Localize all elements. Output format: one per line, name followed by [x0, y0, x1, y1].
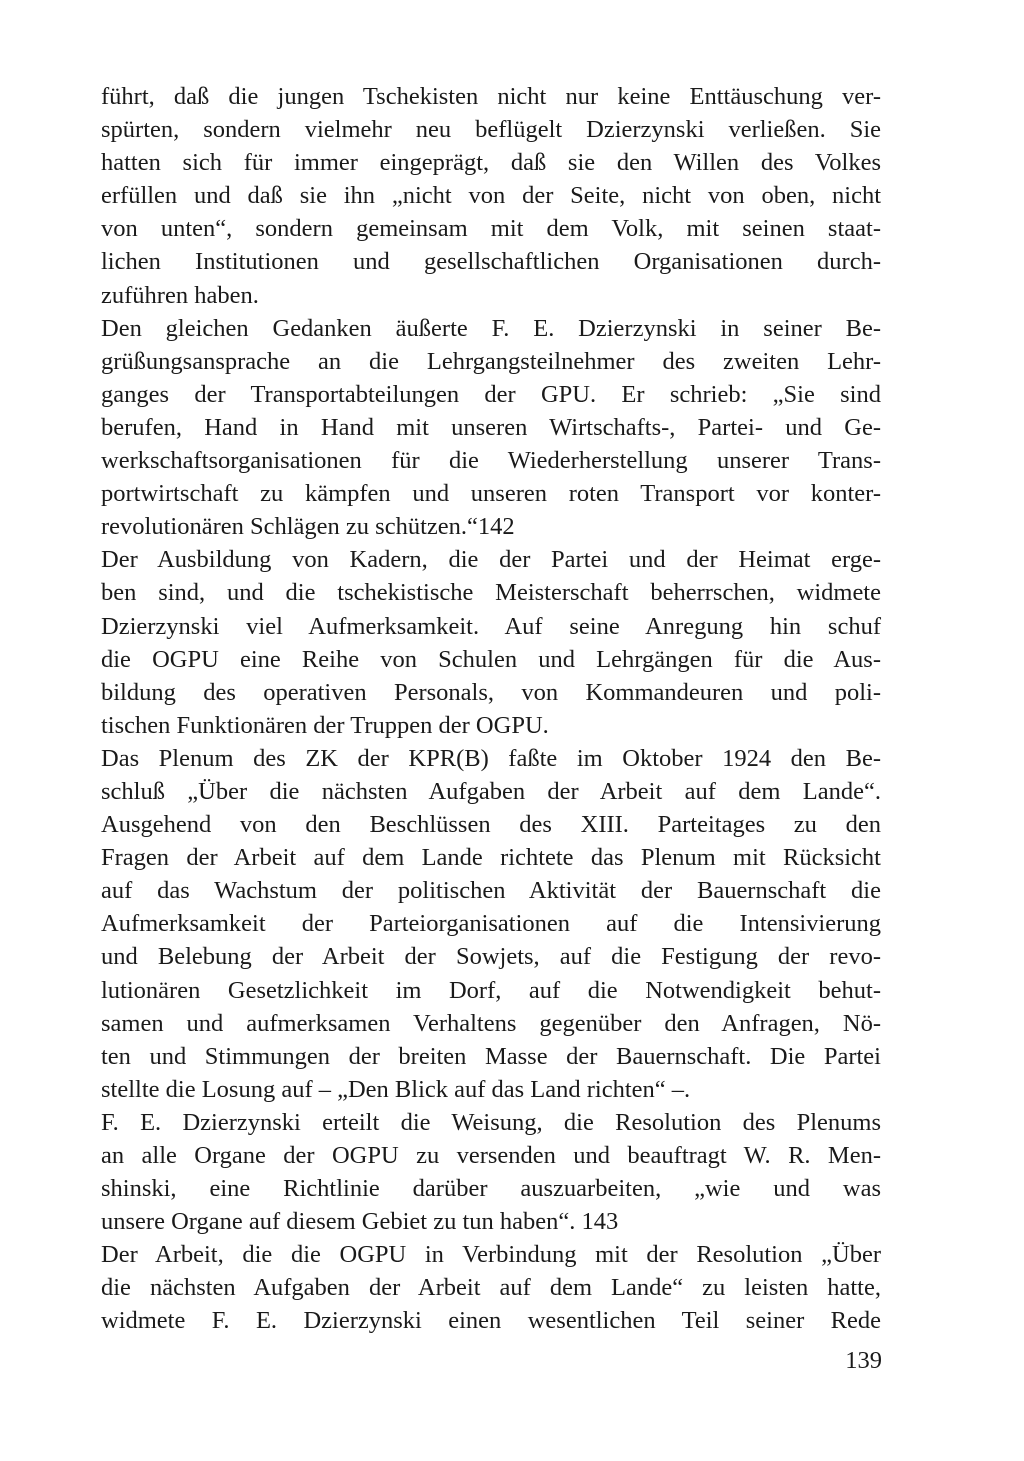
- text-line: F. E. Dzierzynski erteilt die Weisung, die Resolution des Plenums: [101, 1108, 881, 1136]
- text-line: Der Arbeit, die die OGPU in Verbindung mit der Resolution „Über: [101, 1241, 881, 1269]
- text-line: ganges der Transportabteilungen der GPU. Er schrieb: „Sie sind: [101, 380, 881, 408]
- text-line: führt, daß die jungen Tschekisten nicht nur keine Enttäuschung ver-: [101, 83, 881, 110]
- text-line: von unten“, sondern gemeinsam mit dem Volk, mit seinen staat-: [101, 215, 881, 243]
- page-number: 139: [845, 1347, 882, 1374]
- text-line: Das Plenum des ZK der KPR(B) faßte im Oktober 1924 den Be-: [101, 744, 881, 772]
- text-line: Aufmerksamkeit der Parteiorganisationen auf die Intensivierung: [101, 910, 881, 938]
- text-line: tischen Funktionären der Truppen der OGPU.: [101, 711, 549, 739]
- text-line: werkschaftsorganisationen für die Wiederherstellung unserer Trans-: [101, 447, 881, 475]
- text-line: auf das Wachstum der politischen Aktivität der Bauernschaft die: [101, 877, 881, 905]
- text-line: Der Ausbildung von Kadern, die der Partei und der Heimat erge-: [101, 546, 881, 574]
- text-line: Dzierzynski viel Aufmerksamkeit. Auf seine Anregung hin schuf: [101, 612, 881, 640]
- text-line: die nächsten Aufgaben der Arbeit auf dem Lande“ zu leisten hatte,: [101, 1274, 881, 1302]
- text-line: revolutionären Schlägen zu schützen.“142: [101, 513, 515, 541]
- text-line: erfüllen und daß sie ihn „nicht von der Seite, nicht von oben, nicht: [101, 182, 881, 210]
- text-line: lichen Institutionen und gesellschaftlichen Organisationen durch-: [101, 248, 881, 276]
- text-line: grüßungsansprache an die Lehrgangsteilnehmer des zweiten Lehr-: [101, 347, 881, 375]
- text-line: an alle Organe der OGPU zu versenden und beauftragt W. R. Men-: [101, 1142, 881, 1169]
- body-text: [101, 80, 881, 1338]
- text-line: und Belebung der Arbeit der Sowjets, auf die Festigung der revo-: [101, 943, 881, 971]
- text-line: berufen, Hand in Hand mit unseren Wirtschafts-, Partei- und Ge-: [101, 413, 881, 441]
- text-line: Ausgehend von den Beschlüssen des XIII. Parteitages zu den: [101, 811, 881, 839]
- text-line: schluß „Über die nächsten Aufgaben der Arbeit auf dem Lande“.: [101, 777, 881, 805]
- text-line: shinski, eine Richtlinie darüber auszuarbeiten, „wie und was: [101, 1175, 881, 1203]
- text-line: lutionären Gesetzlichkeit im Dorf, auf die Notwendigkeit behut-: [101, 976, 881, 1004]
- text-line: widmete F. E. Dzierzynski einen wesentlichen Teil seiner Rede: [101, 1307, 881, 1335]
- text-line: ten und Stimmungen der breiten Masse der Bauernschaft. Die Partei: [101, 1042, 881, 1070]
- text-line: portwirtschaft zu kämpfen und unseren roten Transport vor konter-: [101, 480, 881, 508]
- text-line: Den gleichen Gedanken äußerte F. E. Dzierzynski in seiner Be-: [101, 314, 881, 342]
- text-line: hatten sich für immer eingeprägt, daß sie den Willen des Volkes: [101, 149, 881, 177]
- text-line: spürten, sondern vielmehr neu beflügelt Dzierzynski verließen. Sie: [101, 116, 881, 144]
- text-line: zuführen haben.: [101, 281, 259, 309]
- text-line: die OGPU eine Reihe von Schulen und Lehrgängen für die Aus-: [101, 645, 881, 673]
- text-line: stellte die Losung auf – „Den Blick auf das Land richten“ –.: [101, 1075, 691, 1103]
- text-line: ben sind, und die tschekistische Meisterschaft beherrschen, widmete: [101, 579, 881, 607]
- text-line: unsere Organe auf diesem Gebiet zu tun haben“. 143: [101, 1208, 619, 1236]
- text-line: Fragen der Arbeit auf dem Lande richtete das Plenum mit Rücksicht: [101, 844, 881, 872]
- text-line: bildung des operativen Personals, von Kommandeuren und poli-: [101, 678, 881, 706]
- text-line: samen und aufmerksamen Verhaltens gegenüber den Anfragen, Nö-: [101, 1009, 881, 1037]
